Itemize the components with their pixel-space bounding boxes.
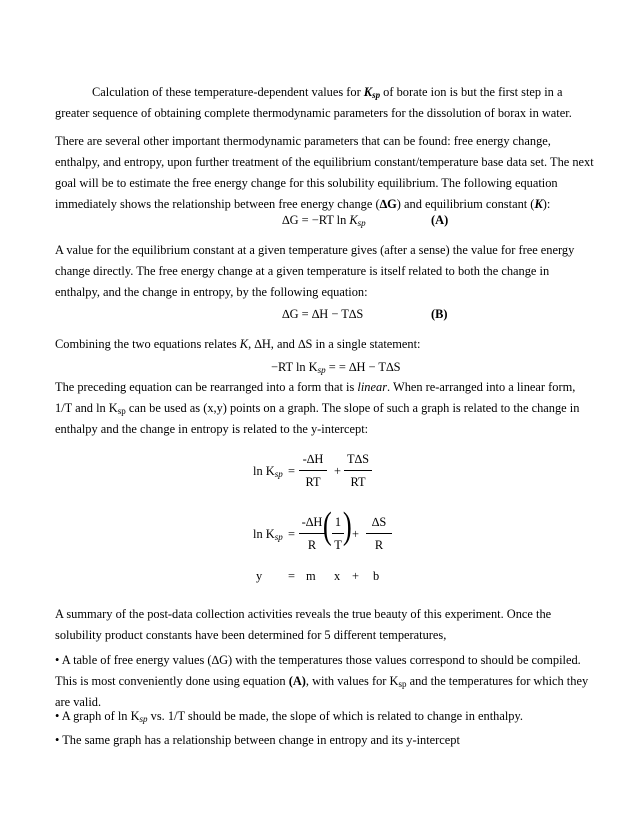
bullet-free-energy-table [55, 650, 595, 713]
denominator: RT [305, 475, 321, 489]
equation-a [282, 210, 366, 231]
sp-subscript: sp [357, 218, 366, 228]
denominator: T [334, 538, 342, 552]
paragraph-intro [55, 82, 595, 124]
text: ): [542, 197, 551, 211]
text: Calculation of these temperature-dependent values for [92, 85, 364, 99]
b-term: b [373, 569, 380, 583]
paragraph-linear [55, 377, 595, 440]
text: . When re-arranged into a linear form, 1/T and ln K [55, 380, 576, 415]
text: can be used as (x,y) points on a graph. The slope of such a graph is related to the change in enthalpy and the change in entropy is related to the y-intercept: [55, 401, 580, 436]
paragraph-free-energy: A value for the equilibrium constant at a given temperature gives (after a sense) the value for free energy change directly. The free energy change at a given temperature is itself related to both the change in enthalpy, and the change in entropy, by the following equation: [55, 243, 575, 299]
equation-text: ln K [253, 527, 275, 541]
equation-text: = = ∆H − T∆S [325, 360, 401, 374]
text: There are several other important thermodynamic parameters that can be found: free energy change, enthalpy, and entropy, upon further treatment of the equilibrium constant/temperature base data set. The next goal will be to estimate the free energy change for this solubility equilibrium. The following equation immediately shows the relationship between free energy change ( [55, 134, 594, 211]
fraction-bar [299, 533, 325, 534]
equation-a-label: (A) [431, 213, 449, 227]
text: and the temperatures for which they are valid. [55, 674, 589, 709]
text: Combining the two equations relates [55, 337, 240, 351]
denominator: R [374, 538, 384, 552]
sp-subscript: sp [398, 679, 407, 689]
equation-lhs [253, 524, 283, 545]
equation-b: ∆G = ∆H − T∆S [282, 307, 364, 321]
equation-combined [271, 357, 400, 378]
ksp-subscript: sp [372, 90, 381, 100]
y-term: y [256, 569, 263, 583]
sp-subscript: sp [139, 714, 148, 724]
text: of borate ion is but the first step in a greater sequence of obtaining complete thermodynamic parameters for the dissolution of borax in water. [55, 85, 572, 120]
k-symbol: K [239, 337, 249, 351]
sp-subscript: sp [274, 469, 283, 479]
text: • A table of free energy values (∆G) with the temperatures those values correspond to should be compiled. This is most conveniently done using equation [55, 653, 581, 688]
numerator: T∆S [346, 452, 370, 466]
fraction-bar [366, 533, 392, 534]
linear-emphasis: linear [357, 380, 388, 394]
fraction-bar [344, 470, 372, 471]
text: , with values for K [305, 674, 399, 688]
equals-sign: = [288, 464, 295, 478]
right-parenthesis: ) [342, 505, 352, 547]
text: • A graph of ln K [55, 709, 140, 723]
equals-sign: = [288, 569, 295, 583]
k-symbol: K [349, 213, 358, 227]
equation-b-label: (B) [431, 307, 448, 321]
denominator: R [307, 538, 317, 552]
bullet-entropy: • The same graph has a relationship between change in entropy and its y-intercept [55, 733, 460, 747]
sp-subscript: sp [317, 365, 326, 375]
m-term: m [306, 569, 316, 583]
paragraph-combining [55, 334, 595, 355]
equation-reference: (A) [288, 674, 306, 688]
plus-sign: + [352, 527, 359, 541]
numerator: 1 [334, 515, 342, 529]
ksp-symbol: K [363, 85, 373, 99]
denominator: RT [350, 475, 366, 489]
plus-sign: + [352, 569, 359, 583]
equation-text: ∆G = −RT ln [282, 213, 350, 227]
delta-g-symbol: ∆G [379, 197, 397, 211]
fraction-bar [299, 470, 327, 471]
equation-text: ln K [253, 464, 275, 478]
sp-subscript: sp [274, 532, 283, 542]
text: ) and equilibrium constant ( [396, 197, 535, 211]
numerator: -∆H [302, 452, 324, 466]
numerator: -∆H [301, 515, 323, 529]
sp-subscript: sp [117, 406, 126, 416]
equals-sign: = [288, 527, 295, 541]
text: The preceding equation can be rearranged into a form that is [55, 380, 358, 394]
text: vs. 1/T should be made, the slope of which is related to change in enthalpy. [147, 709, 523, 723]
x-term: x [334, 569, 341, 583]
bullet-graph [55, 706, 595, 727]
text: , ∆H, and ∆S in a single statement: [248, 337, 421, 351]
paragraph-summary: A summary of the post-data collection activities reveals the true beauty of this experiment. Once the solubility product constants have been determined for 5 different temperatures, [55, 607, 552, 642]
k-symbol: K [534, 197, 543, 211]
left-parenthesis: ( [322, 505, 332, 547]
numerator: ∆S [371, 515, 387, 529]
equation-text: −RT ln K [271, 360, 318, 374]
equation-lhs [253, 461, 283, 482]
plus-sign: + [334, 464, 341, 478]
paragraph-parameters [55, 131, 595, 215]
